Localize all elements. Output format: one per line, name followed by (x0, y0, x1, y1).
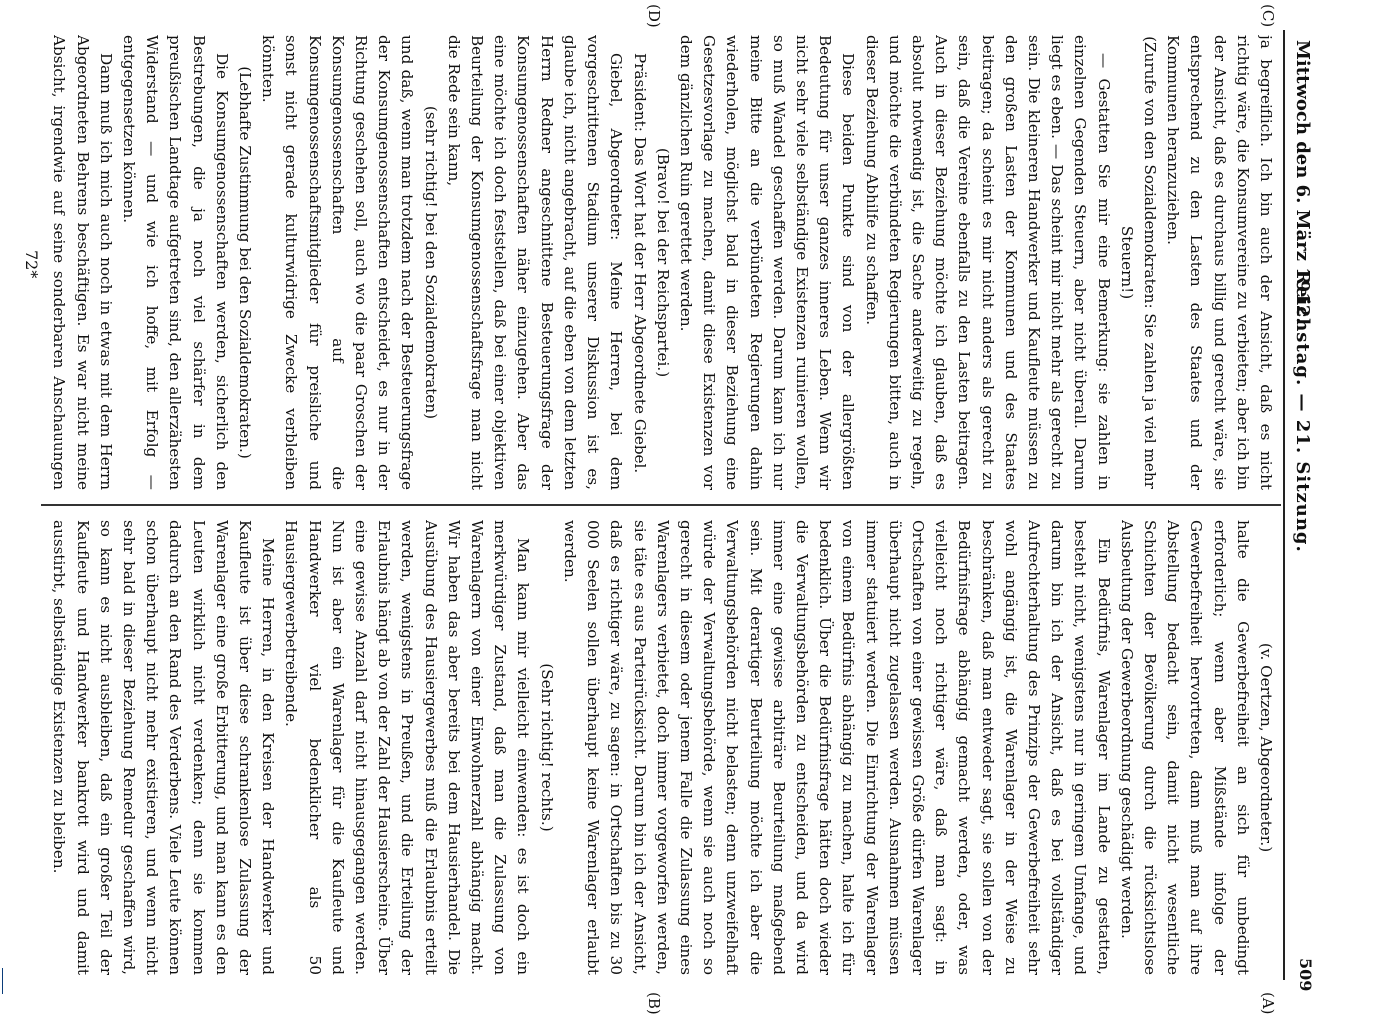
paragraph: (Bravo! bei der Reichspartei.) (651, 35, 674, 490)
paragraph: halte die Gewerbefreiheit an sich für unbedingt erforderlich; wenn aber Mißstände infolge der Gewerbefreiheit hervortreten, dann muß man auf ihre Abstellung bedacht sein, damit nicht wesentliche Schichten der Bevölkerung durch die rücksichtslose Ausbeutung der Gewerbeordnung geschädigt werden. (1115, 520, 1254, 975)
paragraph: Meine Herren, in den Kreisen der Handwerker und Kaufleute ist über diese schrankenlose Zulassung der Warenlager eine große Erbitterung, und man kann es den Leuten wirklich nicht verdenken; denn sie kommen dadurch an den Rand des Verderbens. Viele Leute können schon überhaupt nicht mehr existieren, und wenn nicht sehr bald in dieser Beziehung Remedur geschaffen wird, so kann es nicht ausbleiben, daß ein großer Teil der Kaufleute und Handwerker bankrott wird und damit ausstirbt, selbständige Existenzen zu bleiben. (47, 520, 279, 975)
paragraph: Diese beiden Punkte sind von der allergrößten Bedeutung für unser ganzes inneres Leben. Wenn wir nicht sehr viele selbständige Existenzen ruinieren wollen, so muß Wandel geschaffen werden. Darum kann ich nur meine Bitte an die verbündeten Regierungen dahin wiederholen, möglichst bald in dieser Beziehung eine Gesetzesvorlage zu machen, damit diese Existenzen vor dem gänzlichen Ruin gerettet werden. (674, 35, 860, 490)
margin-mark-a: (A) (1259, 992, 1277, 1015)
margin-mark-c: (C) (1259, 4, 1277, 27)
paragraph: (Zurufe von den Sozialdemokraten: Sie zahlen ja viel mehr Steuern!) (1115, 35, 1161, 490)
column-divider (41, 504, 1281, 506)
paragraph: ja begreiflich. Ich bin auch der Ansicht, daß es nicht richtig wäre, die Konsumvereine zu verbieten; aber ich bin der Ansicht, daß es durchaus billig und gerecht wäre, sie entsprechend zu den Lasten des Staates und der Kommunen heranzuziehen. (1161, 35, 1277, 490)
signature-mark: 72* (22, 250, 41, 278)
page-date: Mittwoch den 6. März 1912. (1292, 40, 1313, 324)
paragraph: und daß, wenn man trotzdem nach der Besteuerungsfrage der Konsumgenossenschaften entscheidet, es nur in der Richtung geschehen soll, auch wo die paar Groschen der Konsumgenossenschaften auf die Konsumgenossenschaftsmitglieder für preisliche und sonst nicht gerade kulturwidrige Zwecke verbleiben könnten. (256, 35, 418, 490)
paragraph: Ein Bedürfnis, Warenlager im Lande zu gestatten, besteht nicht, wenigstens nur in geringem Umfange, und darum bin ich der Ansicht, daß es bei vollständiger Aufrechterhaltung des Prinzips der Gewerbefreiheit sehr wohl angängig ist, die Warenlager in der Weise zu beschränken, daß man entweder sagt, sie sollen von der Bedürfnisfrage abhängig gemacht werden, oder, was vielleicht noch richtiger wäre, daß man sagt: in Ortschaften von einer gewissen Größe dürfen Warenlager überhaupt nicht zugelassen werden. Ausnahmen müssen immer statuiert werden. Die Einrichtung der Warenlager von einem Bedürfnis abhängig zu machen, halte ich für bedenklich. Über die Bedürfnisfrage hätten doch wieder die Verwaltungsbehörden zu entscheiden, und da wird immer eine gewisse arbiträre Beurteilung maßgebend sein. Mit derartiger Beurteilung möchte ich aber die Verwaltungsbehörden nicht belasten; denn unzweifelhaft würde der Verwaltungsbehörde, wenn sie auch noch so gerecht in diesem oder jenem Falle die Zulassung eines Warenlagers verbietet, doch immer vorgeworfen werden, sie täte es aus Parteirücksicht. Darum bin ich der Ansicht, daß es richtiger wäre, zu sagen: in Ortschaften bis zu 30 000 Seelen sollen überhaupt keine Warenlager erlaubt werden. (558, 520, 1115, 975)
document-page (3, 0, 1325, 1000)
paragraph: Die Konsumgenossenschaften werden, sicherlich den Bestrebungen, die ja noch viel schärfer in dem preußischen Landtage aufgetreten sind, den allerzähesten Widerstand — und wie ich hoffe, mit Erfolg — entgegensetzen können. (117, 35, 233, 490)
paragraph: Dann muß ich mich auch noch in etwas mit dem Herrn Abgeordneten Behrens beschäftigen. Es war nicht meine Absicht, irgendwie auf seine sonderbaren Anschauungen (47, 35, 117, 490)
right-text-column (47, 35, 1277, 490)
paragraph: (Lebhafte Zustimmung bei den Sozialdemokraten.) (233, 35, 256, 490)
paragraph: Präsident: Das Wort hat der Herr Abgeordnete Giebel. (627, 35, 650, 490)
left-text-column (47, 520, 1277, 975)
page-number: 509 (1296, 958, 1315, 991)
margin-mark-d: (D) (645, 4, 663, 28)
paragraph: (Sehr richtig! rechts.) (535, 520, 558, 975)
header-rule (1283, 30, 1285, 980)
paragraph: Man kann mir vielleicht einwenden: es ist doch ein merkwürdiger Zustand, daß man die Zulassung von Warenlagern von einer Einwohnerzahl abhängig macht. Wir haben das aber bereits bei dem Hausierhandel. Die Ausübung des Hausiergewerbes muß die Erlaubnis erteilt werden, wenigstens in Preußen, und die Erteilung der Erlaubnis hängt ab von der Zahl der Hausierscheine. Über eine gewisse Anzahl darf nicht hinausgegangen werden. Nun ist aber ein Warenlager für die Kaufleute und Handwerker viel bedenklicher als 50 Hausiergewerbetreibende. (279, 520, 534, 975)
page-header (1287, 40, 1317, 970)
margin-mark-b: (B) (645, 992, 663, 1015)
paragraph: Giebel, Abgeordneter: Meine Herren, bei dem vorgeschrittenen Stadium unserer Diskussion ist es, glaube ich, nicht angebracht, auf die eben von dem letzten Herrn Redner angeschnittene Besteuerungsfrage der Konsumgenossenschaften näher einzugehen. Aber das eine möchte ich doch feststellen, daß bei einer objektiven Beurteilung der Konsumgenossenschaftsfrage man nicht die Rede sein kann, (442, 35, 628, 490)
paragraph: — Gestatten Sie mir eine Bemerkung: sie zahlen in einzelnen Gegenden Steuern, aber nicht überall. Darum liegt es eben. — Das scheint mir nicht mehr als gerecht zu sein. Die kleineren Handwerker und Kaufleute müssen zu den großen Lasten der Kommunen und des Staates beitragen; da scheint es mir nicht anders als gerecht zu sein, daß die Vereine ebenfalls zu den Lasten beitragen. Auch in dieser Beziehung möchte ich glauben, daß es absolut notwendig ist, die Sache anderweitig zu regeln, und möchte die verbündeten Regierungen bitten, auch in dieser Beziehung Abhilfe zu schaffen. (859, 35, 1114, 490)
paragraph: (v. Oertzen, Abgeordneter.) (1254, 520, 1277, 975)
paragraph: (sehr richtig! bei den Sozialdemokraten) (418, 35, 441, 490)
running-title: Reichstag. — 21. Sitzung. (1292, 270, 1313, 553)
